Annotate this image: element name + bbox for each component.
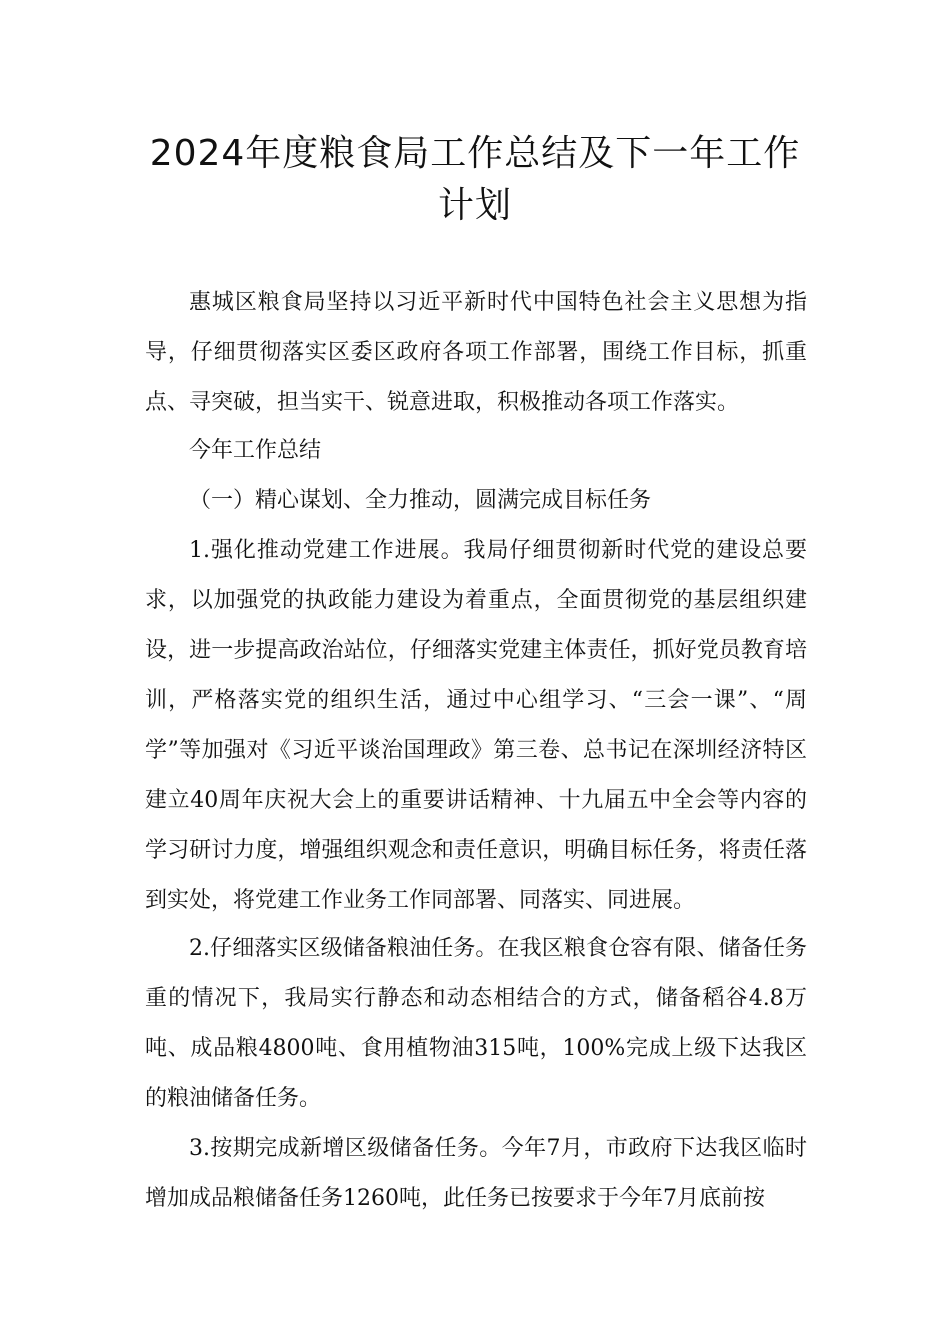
intro-paragraph: 惠城区粮食局坚持以习近平新时代中国特色社会主义思想为指导，仔细贯彻落实区委区政府各项工作部署，围绕工作目标，抓重点、寻突破，担当实干、锐意进取，积极推动各项工作落实。 xyxy=(145,290,807,415)
document-title-line-2: 计划 xyxy=(437,185,512,226)
section-heading: 今年工作总结 xyxy=(189,438,322,463)
subsection-heading: （一）精心谋划、全力推动，圆满完成目标任务 xyxy=(189,488,652,513)
document-title-line-1: 2024年度粮食局工作总结及下一年工作 xyxy=(149,133,801,174)
paragraph-item-2: 2.仔细落实区级储备粮油任务。在我区粮食仓容有限、储备任务重的情况下，我局实行静态和动态相结合的方式，储备稻谷4.8万吨、成品粮4800吨、食用植物油315吨，100%完成上级下达我区的粮油储备任务。 xyxy=(145,936,807,1111)
paragraph-item-3: 3.按期完成新增区级储备任务。今年7月，市政府下达我区临时增加成品粮储备任务1260吨，此任务已按要求于今年7月底前按 xyxy=(145,1136,807,1211)
paragraph-item-1: 1.强化推动党建工作进展。我局仔细贯彻新时代党的建设总要求，以加强党的执政能力建设为着重点，全面贯彻党的基层组织建设，进一步提高政治站位，仔细落实党建主体责任，抓好党员教育培训，严格落实党的组织生活，通过中心组学习、“三会一课”、“周学”等加强对《习近平谈治国理政》第三卷、总书记在深圳经济特区建立40周年庆祝大会上的重要讲话精神、十九届五中全会等内容的学习研讨力度，增强组织观念和责任意识，明确目标任务，将责任落到实处，将党建工作业务工作同部署、同落实、同进展。 xyxy=(145,538,807,913)
